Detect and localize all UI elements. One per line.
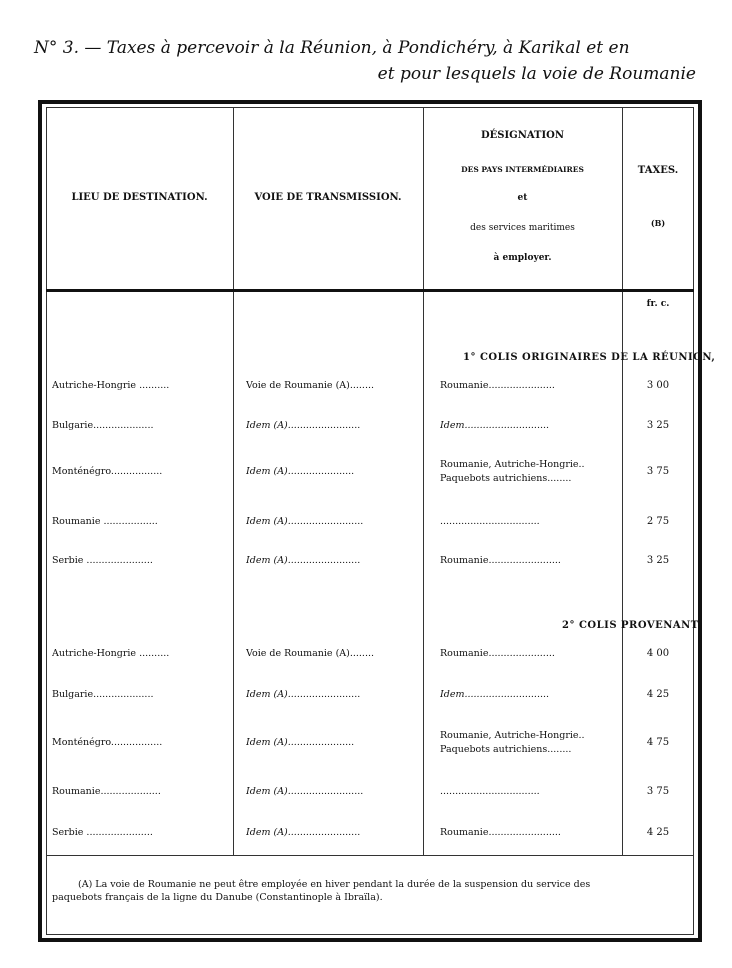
- voie-cell: Idem (A)......................: [246, 737, 355, 748]
- designation-cell: Paquebots autrichiens........: [440, 744, 572, 755]
- destination-cell: Serbie ......................: [52, 827, 153, 838]
- header-designation-sub: DES PAYS INTERMÉDIAIRES: [461, 165, 584, 174]
- voie-cell: Idem (A)........................: [246, 555, 361, 566]
- voie-cell: Idem (A)........................: [246, 827, 361, 838]
- destination-cell: Monténégro.................: [52, 737, 163, 748]
- footnote-line-2: paquebots français de la ligne du Danube (Constantinople à Ibraïla).: [52, 892, 383, 903]
- destination-cell: Roumanie ..................: [52, 516, 158, 527]
- voie-cell: Idem (A).........................: [246, 516, 364, 527]
- designation-cell: Roumanie, Autriche-Hongrie..: [440, 459, 585, 470]
- tax-cell: 4 75: [646, 737, 670, 748]
- tax-cell: 4 25: [646, 827, 670, 838]
- header-designation-employer: à employer.: [493, 253, 552, 263]
- destination-cell: Monténégro.................: [52, 466, 163, 477]
- destination-cell: Bulgarie....................: [52, 420, 154, 431]
- designation-cell: .................................: [440, 786, 540, 797]
- designation-cell: Idem............................: [440, 420, 550, 431]
- designation-cell: .................................: [440, 516, 540, 527]
- designation-cell: Roumanie........................: [440, 827, 561, 838]
- header-designation: DÉSIGNATION: [480, 130, 565, 141]
- voie-cell: Idem (A)........................: [246, 420, 361, 431]
- tax-cell: 3 25: [646, 420, 670, 431]
- header-taxes-note: (B): [650, 218, 666, 228]
- column-divider: [423, 107, 424, 855]
- tax-cell: 4 00: [646, 648, 670, 659]
- header-designation-services: des services maritimes: [470, 223, 575, 233]
- destination-cell: Autriche-Hongrie ..........: [52, 648, 170, 659]
- voie-cell: Idem (A)......................: [246, 466, 355, 477]
- destination-cell: Serbie ......................: [52, 555, 153, 566]
- header-designation-et: et: [517, 193, 528, 203]
- section-title: 1° COLIS ORIGINAIRES DE LA RÉUNION,: [463, 352, 716, 363]
- header-voie: VOIE DE TRANSMISSION.: [254, 192, 402, 203]
- voie-cell: Idem (A).........................: [246, 786, 364, 797]
- designation-cell: Roumanie......................: [440, 648, 555, 659]
- tax-cell: 2 75: [646, 516, 670, 527]
- tax-cell: 3 25: [646, 555, 670, 566]
- voie-cell: Voie de Roumanie (A)........: [246, 648, 375, 659]
- tax-cell: 3 75: [646, 466, 670, 477]
- designation-cell: Idem............................: [440, 689, 550, 700]
- destination-cell: Autriche-Hongrie ..........: [52, 380, 170, 391]
- destination-cell: Bulgarie....................: [52, 689, 154, 700]
- footnote-rule: [46, 855, 694, 856]
- header-destination: LIEU DE DESTINATION.: [71, 192, 208, 203]
- designation-cell: Paquebots autrichiens........: [440, 473, 572, 484]
- header-taxes: TAXES.: [637, 165, 679, 176]
- table-title-line-2: et pour lesquels la voie de Roumanie: [377, 64, 696, 84]
- tax-cell: 3 00: [646, 380, 670, 391]
- section-title: 2° COLIS PROVENANT: [562, 620, 699, 631]
- table-title-line-1: N° 3. — Taxes à percevoir à la Réunion, à Pondichéry, à Karikal et en: [34, 38, 630, 58]
- voie-cell: Voie de Roumanie (A)........: [246, 380, 375, 391]
- tax-cell: 4 25: [646, 689, 670, 700]
- destination-cell: Roumanie....................: [52, 786, 161, 797]
- footnote-line-1: (A) La voie de Roumanie ne peut être employée en hiver pendant la durée de la suspension du service des: [78, 879, 591, 890]
- header-rule: [46, 289, 694, 292]
- designation-cell: Roumanie......................: [440, 380, 555, 391]
- voie-cell: Idem (A)........................: [246, 689, 361, 700]
- units-label: fr. c.: [646, 299, 670, 309]
- designation-cell: Roumanie........................: [440, 555, 561, 566]
- designation-cell: Roumanie, Autriche-Hongrie..: [440, 730, 585, 741]
- tax-cell: 3 75: [646, 786, 670, 797]
- column-divider: [233, 107, 234, 855]
